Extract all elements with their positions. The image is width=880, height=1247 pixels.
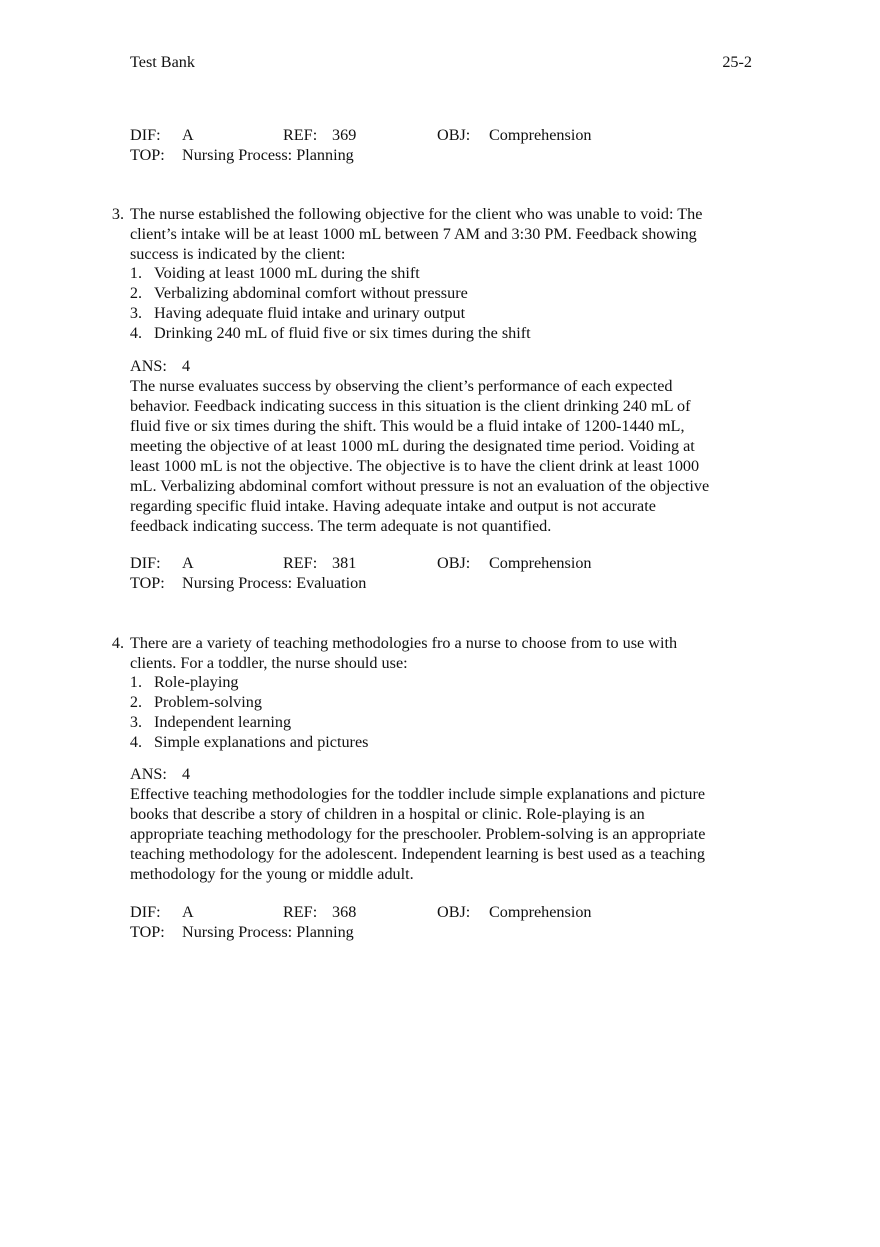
question-number: 4. [111, 634, 124, 652]
option-text: Independent learning [154, 713, 292, 731]
dif-label: DIF: [130, 554, 161, 572]
question-stem [130, 633, 750, 673]
prev-question-metadata [130, 125, 750, 165]
option-number: 2. [129, 284, 142, 302]
rationale-line: Effective teaching methodologies for the toddler include simple explanations and picture [130, 785, 706, 803]
rationale [130, 784, 755, 884]
answer-options [130, 263, 750, 343]
dif-label: DIF: [130, 903, 161, 921]
dif-value: A [182, 126, 194, 144]
question-4-metadata [130, 902, 750, 942]
ans-label: ANS: [130, 765, 167, 783]
obj-value: Comprehension [489, 126, 592, 144]
topic-row [130, 573, 750, 593]
question-3-metadata [130, 553, 750, 593]
rationale-line: The nurse evaluates success by observing the client’s performance of each expected [130, 377, 673, 395]
rationale-line: behavior. Feedback indicating success in this situation is the client drinking 240 mL of [130, 397, 691, 415]
header-page-number: 25-2 [722, 53, 752, 71]
rationale-line: regarding specific fluid intake. Having adequate intake and output is not accurate [130, 497, 656, 515]
stem-line: clients. For a toddler, the nurse should use: [130, 654, 408, 672]
rationale-line: meeting the objective of at least 1000 mL during the designated time period. Voiding at [130, 437, 695, 455]
option-text: Problem-solving [154, 693, 262, 711]
top-value: Nursing Process: Evaluation [182, 574, 367, 592]
answer-block [130, 356, 755, 536]
stem-line: The nurse established the following objective for the client who was unable to void: The [130, 205, 703, 223]
metadata-row [130, 902, 750, 922]
top-label: TOP: [130, 923, 165, 941]
option-number: 3. [129, 304, 142, 322]
option-4 [130, 323, 750, 343]
rationale-line: fluid five or six times during the shift. This would be a fluid intake of 1200-1440 mL, [130, 417, 685, 435]
dif-value: A [182, 554, 194, 572]
option-text: Simple explanations and pictures [154, 733, 369, 751]
ans-value: 4 [182, 357, 191, 375]
option-text: Role-playing [154, 673, 239, 691]
option-4 [130, 732, 750, 752]
top-label: TOP: [130, 574, 165, 592]
option-2 [130, 692, 750, 712]
obj-label: OBJ: [437, 554, 471, 572]
option-1 [130, 263, 750, 283]
answer-line [130, 764, 755, 784]
option-text: Verbalizing abdominal comfort without pressure [154, 284, 468, 302]
option-3 [130, 712, 750, 732]
rationale-line: methodology for the young or middle adult. [130, 865, 414, 883]
obj-label: OBJ: [437, 126, 471, 144]
option-1 [130, 672, 750, 692]
option-number: 4. [129, 324, 142, 342]
rationale-line: books that describe a story of children in a hospital or clinic. Role-playing is an [130, 805, 645, 823]
ref-label: REF: [283, 903, 318, 921]
option-text: Drinking 240 mL of fluid five or six times during the shift [154, 324, 531, 342]
rationale [130, 376, 755, 536]
dif-value: A [182, 903, 194, 921]
rationale-line: teaching methodology for the adolescent. Independent learning is best used as a teaching [130, 845, 705, 863]
rationale-line: appropriate teaching methodology for the preschooler. Problem-solving is an appropriate [130, 825, 706, 843]
top-value: Nursing Process: Planning [182, 146, 354, 164]
obj-value: Comprehension [489, 903, 592, 921]
option-number: 2. [129, 693, 142, 711]
option-text: Having adequate fluid intake and urinary output [154, 304, 466, 322]
topic-row [130, 145, 750, 165]
option-text: Voiding at least 1000 mL during the shift [154, 264, 420, 282]
ans-label: ANS: [130, 357, 167, 375]
option-2 [130, 283, 750, 303]
answer-line [130, 356, 755, 376]
rationale-line: mL. Verbalizing abdominal comfort without pressure is not an evaluation of the objective [130, 477, 710, 495]
option-number: 3. [129, 713, 142, 731]
option-number: 1. [129, 673, 142, 691]
top-value: Nursing Process: Planning [182, 923, 354, 941]
rationale-line: least 1000 mL is not the objective. The objective is to have the client drink at least 1000 [130, 457, 700, 475]
dif-label: DIF: [130, 126, 161, 144]
stem-line: There are a variety of teaching methodologies fro a nurse to choose from to use with [130, 634, 678, 652]
stem-line: client’s intake will be at least 1000 mL between 7 AM and 3:30 PM. Feedback showing [130, 225, 697, 243]
metadata-row [130, 553, 750, 573]
stem-line: success is indicated by the client: [130, 245, 346, 263]
header-title: Test Bank [130, 53, 195, 71]
rationale-line: feedback indicating success. The term adequate is not quantified. [130, 517, 552, 535]
metadata-row [130, 125, 750, 145]
question-number: 3. [111, 205, 124, 223]
ans-value: 4 [182, 765, 191, 783]
ref-label: REF: [283, 126, 318, 144]
ref-value: 381 [332, 554, 357, 572]
answer-options [130, 672, 750, 752]
ref-label: REF: [283, 554, 318, 572]
option-number: 1. [129, 264, 142, 282]
option-3 [130, 303, 750, 323]
answer-block [130, 764, 755, 884]
obj-value: Comprehension [489, 554, 592, 572]
topic-row [130, 922, 750, 942]
ref-value: 369 [332, 126, 357, 144]
ref-value: 368 [332, 903, 357, 921]
obj-label: OBJ: [437, 903, 471, 921]
question-stem [130, 204, 750, 264]
option-number: 4. [129, 733, 142, 751]
top-label: TOP: [130, 146, 165, 164]
